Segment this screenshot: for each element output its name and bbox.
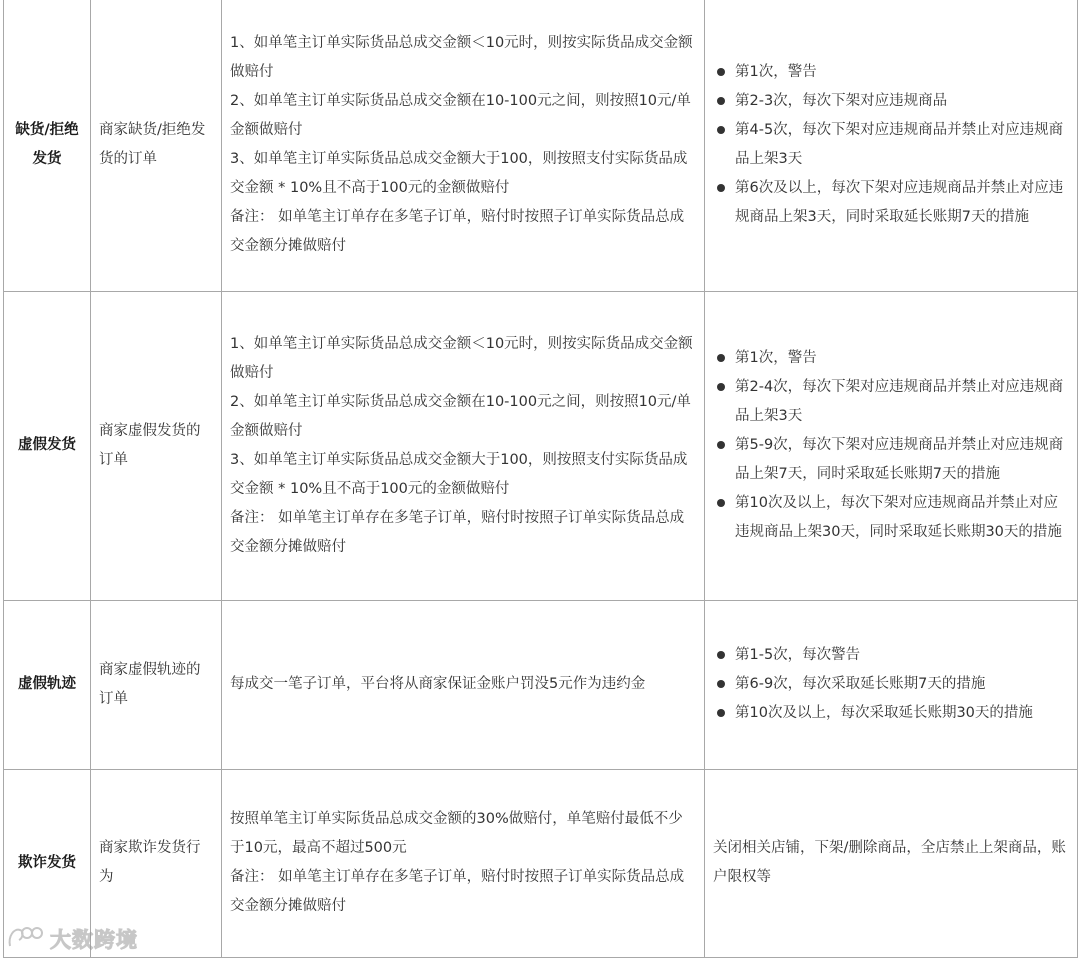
penalty-text: 第10次及以上，每次采取延长账期30天的措施 — [735, 705, 1033, 721]
bullet-icon — [717, 651, 725, 659]
scope-label: 商家虚假轨迹的订单 — [99, 661, 201, 707]
penalty-cell — [705, 600, 1078, 769]
penalty-text: 第2-3次，每次下架对应违规商品 — [735, 93, 948, 110]
penalty-cell — [705, 0, 1078, 291]
scope-label: 商家虚假发货的订单 — [99, 422, 201, 468]
penalty-cell — [705, 291, 1078, 600]
penalty-list — [713, 58, 1069, 232]
list-item — [713, 431, 1069, 489]
table-row — [4, 291, 1078, 600]
list-item — [713, 58, 1069, 87]
scope-label: 商家缺货/拒绝发货的订单 — [99, 122, 206, 168]
compensation-cell — [222, 0, 705, 291]
violation-rules-table — [3, 0, 1078, 958]
violation-type-label: 欺诈发货 — [18, 854, 76, 871]
violation-type-cell — [4, 291, 91, 600]
violation-type-label: 虚假轨迹 — [18, 676, 76, 692]
penalty-text: 第2-4次，每次下架对应违规商品并禁止对应违规商品上架3天 — [735, 379, 1064, 424]
bullet-icon — [717, 126, 725, 134]
list-item — [713, 670, 1069, 699]
compensation-note: 备注： 如单笔主订单存在多笔子订单，赔付时按照子订单实际货品总成交金额分摊做赔付 — [230, 209, 685, 255]
compensation-line: 2、如单笔主订单实际货品总成交金额在10-100元之间，则按照10元/单金额做赔付 — [230, 93, 691, 139]
scope-cell — [91, 291, 222, 600]
violation-type-label: 虚假发货 — [18, 437, 76, 453]
penalty-text: 第1次，警告 — [735, 64, 817, 81]
bullet-icon — [717, 354, 725, 362]
list-item — [713, 699, 1069, 728]
list-item — [713, 174, 1069, 232]
penalty-text: 关闭相关店铺，下架/删除商品，全店禁止上架商品，账户限权等 — [713, 840, 1066, 885]
scope-label: 商家欺诈发货行为 — [99, 840, 201, 885]
bullet-icon — [717, 383, 725, 391]
compensation-line: 1、如单笔主订单实际货品总成交金额＜10元时，则按实际货品成交金额做赔付 — [230, 35, 693, 81]
compensation-line: 3、如单笔主订单实际货品总成交金额大于100，则按照支付实际货品成交金额 * 10%且不高于100元的金额做赔付 — [230, 451, 688, 497]
compensation-cell — [222, 769, 705, 957]
violation-type-cell — [4, 0, 91, 291]
compensation-cell — [222, 291, 705, 600]
logo-icon — [6, 922, 46, 956]
bullet-icon — [717, 499, 725, 507]
watermark — [6, 922, 138, 956]
bullet-icon — [717, 680, 725, 688]
bullet-icon — [717, 97, 725, 105]
scope-cell — [91, 600, 222, 769]
bullet-icon — [717, 68, 725, 76]
table-row — [4, 0, 1078, 291]
scope-cell — [91, 0, 222, 291]
penalty-text: 第10次及以上，每次下架对应违规商品并禁止对应违规商品上架30天，同时采取延长账期30天的措施 — [735, 495, 1062, 540]
violation-type-label: 缺货/拒绝发货 — [15, 122, 79, 168]
list-item — [713, 373, 1069, 431]
compensation-note: 备注： 如单笔主订单存在多笔子订单，赔付时按照子订单实际货品总成交金额分摊做赔付 — [230, 509, 685, 555]
penalty-text: 第4-5次，每次下架对应违规商品并禁止对应违规商品上架3天 — [735, 122, 1064, 168]
list-item — [713, 489, 1069, 547]
compensation-line: 2、如单笔主订单实际货品总成交金额在10-100元之间，则按照10元/单金额做赔付 — [230, 393, 691, 439]
penalty-text: 第1次，警告 — [735, 350, 817, 366]
bullet-icon — [717, 184, 725, 192]
compensation-note: 备注： 如单笔主订单存在多笔子订单，赔付时按照子订单实际货品总成交金额分摊做赔付 — [230, 869, 685, 914]
table-row — [4, 600, 1078, 769]
compensation-line: 3、如单笔主订单实际货品总成交金额大于100，则按照支付实际货品成交金额 * 10%且不高于100元的金额做赔付 — [230, 151, 688, 197]
compensation-line: 按照单笔主订单实际货品总成交金额的30%做赔付，单笔赔付最低不少于10元，最高不超过500元 — [230, 811, 683, 856]
compensation-line: 1、如单笔主订单实际货品总成交金额＜10元时，则按实际货品成交金额做赔付 — [230, 335, 693, 381]
penalty-cell — [705, 769, 1078, 957]
penalty-text: 第5-9次，每次下架对应违规商品并禁止对应违规商品上架7天，同时采取延长账期7天的措施 — [735, 437, 1064, 482]
list-item — [713, 116, 1069, 174]
list-item — [713, 344, 1069, 373]
table-row — [4, 769, 1078, 957]
bullet-icon — [717, 441, 725, 449]
compensation-cell — [222, 600, 705, 769]
penalty-list — [713, 344, 1069, 547]
bullet-icon — [717, 709, 725, 717]
penalty-text: 第6-9次，每次采取延长账期7天的措施 — [735, 676, 986, 692]
penalty-text: 第1-5次，每次警告 — [735, 647, 861, 663]
penalty-text: 第6次及以上，每次下架对应违规商品并禁止对应违规商品上架3天，同时采取延长账期7天的措施 — [735, 180, 1064, 226]
watermark-text: 大数跨境 — [50, 928, 138, 952]
list-item — [713, 87, 1069, 116]
compensation-line: 每成交一笔子订单，平台将从商家保证金账户罚没5元作为违约金 — [230, 676, 646, 692]
penalty-list — [713, 641, 1069, 728]
violation-type-cell — [4, 600, 91, 769]
list-item — [713, 641, 1069, 670]
